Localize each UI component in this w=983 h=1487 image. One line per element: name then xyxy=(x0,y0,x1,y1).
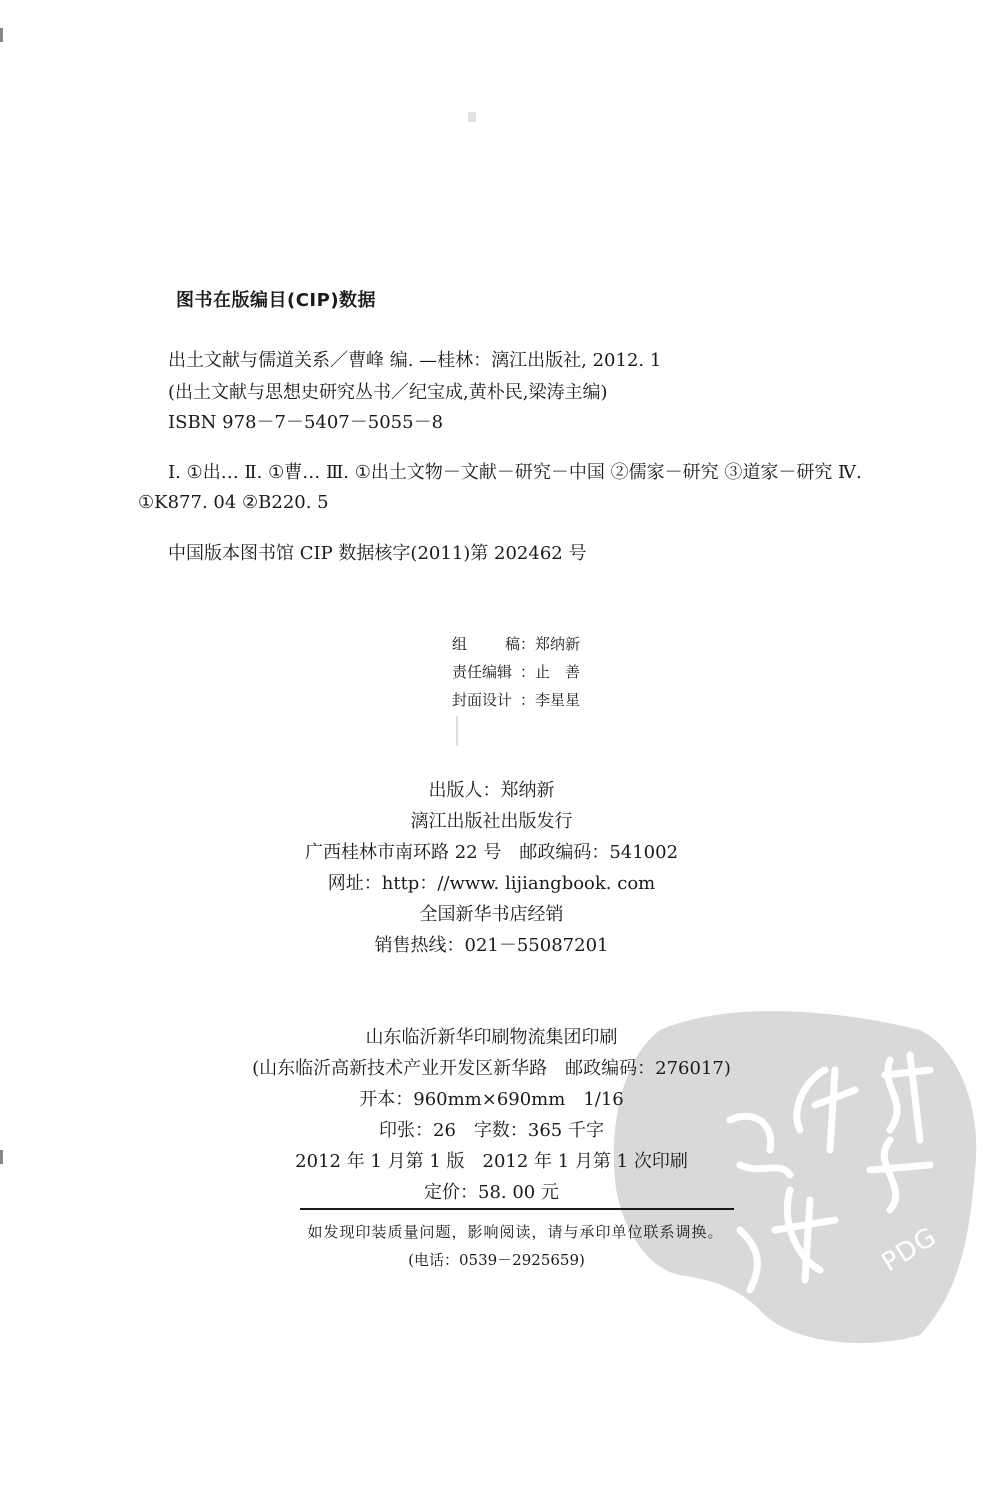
cip-subject-classification: Ⅰ. ①出… Ⅱ. ①曹… Ⅲ. ①出土文物－文献－研究－中国 ②儒家－研究 ③道家－研究 Ⅳ. ①K877. 04 ②B220. 5 xyxy=(138,462,862,513)
printer-address: (山东临沂高新技术产业开发区新华路 邮政编码：276017) xyxy=(252,1058,731,1079)
credit-row-cover-design xyxy=(452,686,580,714)
distributor: 全国新华书店经销 xyxy=(419,904,564,925)
publisher-block xyxy=(0,775,983,961)
publisher-person: 出版人：郑纳新 xyxy=(428,780,555,801)
scan-speck xyxy=(456,716,458,746)
credit-separator: ： xyxy=(520,635,536,653)
cip-isbn-line: ISBN 978－7－5407－5055－8 xyxy=(168,412,444,433)
quality-notice-text: 如发现印装质量问题，影响阅读，请与承印单位联系调换。 xyxy=(307,1223,724,1241)
book-format: 开本：960mm×690mm 1/16 xyxy=(359,1089,624,1110)
credits-block xyxy=(452,630,580,714)
credit-separator: ： xyxy=(520,691,536,709)
cip-series-line: (出土文献与思想史研究丛书／纪宝成,黄朴民,梁涛主编) xyxy=(168,382,608,403)
price: 定价：58. 00 元 xyxy=(424,1182,559,1203)
pdg-watermark-label: PDG xyxy=(876,1221,943,1279)
credit-label: 封面设计 xyxy=(452,691,513,709)
credit-value: 郑纳新 xyxy=(535,635,581,653)
publisher-name: 漓江出版社出版发行 xyxy=(410,811,573,832)
publisher-website: 网址：http：//www. lijiangbook. com xyxy=(327,873,656,894)
publisher-address: 广西桂林市南环路 22 号 邮政编码：541002 xyxy=(304,842,679,863)
credit-row-editor xyxy=(452,658,580,686)
edition-info: 2012 年 1 月第 1 版 2012 年 1 月第 1 次印刷 xyxy=(295,1151,688,1172)
sales-hotline: 销售热线：021－55087201 xyxy=(374,935,609,956)
cip-title-line: 出土文献与儒道关系／曹峰 编. —桂林：漓江出版社, 2012. 1 xyxy=(168,350,662,371)
quality-notice xyxy=(0,1218,983,1274)
credit-label-char: 组 xyxy=(452,635,468,653)
cip-record-number: 中国版本图书馆 CIP 数据核字(2011)第 202462 号 xyxy=(168,543,587,564)
credit-row-commissioning xyxy=(452,630,580,658)
scan-edge-mark xyxy=(0,28,3,42)
credit-value: 李星星 xyxy=(535,691,581,709)
credit-value: 止 善 xyxy=(535,663,581,681)
credit-label xyxy=(452,630,520,658)
credit-label: 责任编辑 xyxy=(452,663,513,681)
printing-block xyxy=(0,1022,983,1208)
sheets-and-wordcount: 印张：26 字数：365 千字 xyxy=(379,1120,604,1141)
divider-rule xyxy=(300,1208,734,1210)
scan-speck xyxy=(468,112,476,122)
quality-notice-phone: (电话：0539－2925659) xyxy=(408,1251,585,1269)
credit-label-char: 稿 xyxy=(504,635,520,653)
credit-separator: ： xyxy=(520,663,536,681)
cip-heading: 图书在版编目(CIP)数据 xyxy=(176,290,377,311)
printer-name: 山东临沂新华印刷物流集团印刷 xyxy=(365,1027,618,1048)
